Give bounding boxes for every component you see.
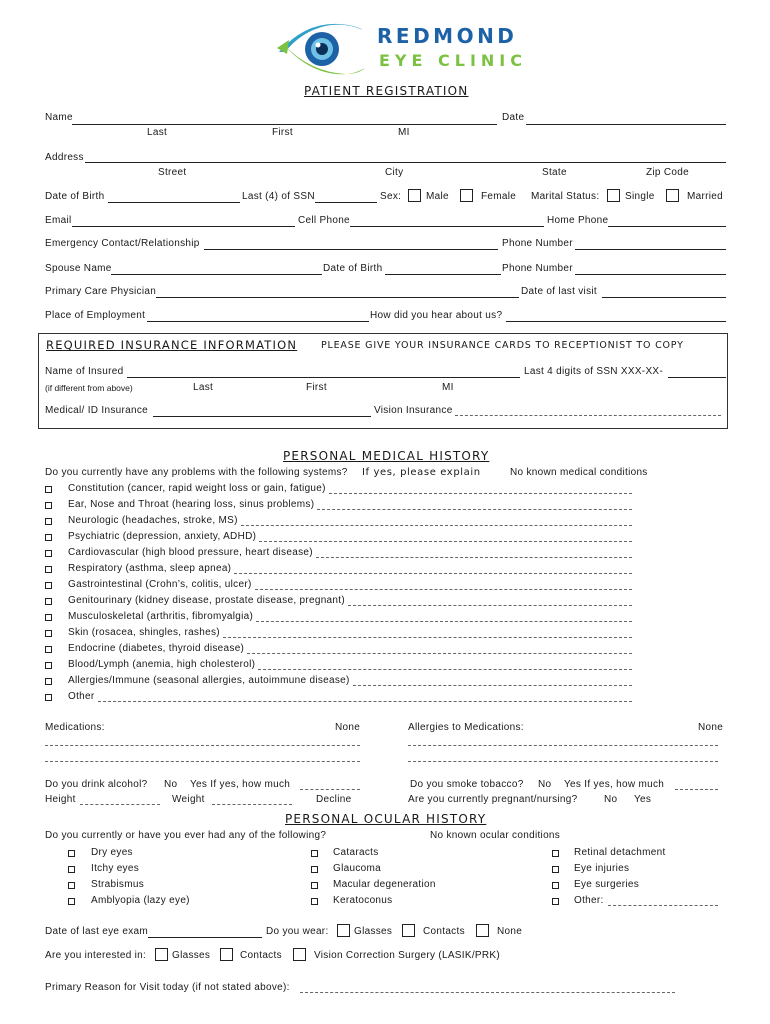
- ocular-condition-label: Glaucoma: [333, 863, 381, 874]
- pregnant-question: Are you currently pregnant/nursing?: [408, 794, 578, 805]
- medical-condition-explain-line[interactable]: [353, 685, 632, 686]
- medical-condition-explain-line[interactable]: [256, 621, 632, 622]
- if-different-hint: (if different from above): [45, 383, 133, 393]
- dob-line[interactable]: [108, 202, 240, 203]
- address-label: Address: [45, 152, 84, 163]
- medical-condition-explain-line[interactable]: [98, 701, 632, 702]
- emergency-phone-line[interactable]: [575, 249, 726, 250]
- ocular-question: Do you currently or have you ever had any of the following?: [45, 830, 327, 841]
- single-checkbox[interactable]: [607, 189, 620, 202]
- spouse-dob-line[interactable]: [385, 274, 501, 275]
- zip-hint: Zip Code: [646, 167, 689, 178]
- dob-label: Date of Birth: [45, 191, 105, 202]
- medical-condition-label: Cardiovascular (high blood pressure, heart disease): [68, 547, 313, 558]
- insured-last-hint: Last: [193, 382, 214, 393]
- name-label: Name: [45, 112, 73, 123]
- medical-condition-checkbox[interactable]: [45, 614, 52, 621]
- medical-condition-label: Gastrointestinal (Crohn’s, colitis, ulcer): [68, 579, 252, 590]
- street-hint: Street: [158, 167, 187, 178]
- reason-line[interactable]: [300, 992, 675, 993]
- ocular-condition-label: Keratoconus: [333, 895, 393, 906]
- medical-condition-explain-line[interactable]: [348, 605, 632, 606]
- last-visit-line[interactable]: [602, 297, 726, 298]
- last-visit-label: Date of last visit: [521, 286, 597, 297]
- name-line[interactable]: [72, 124, 497, 125]
- medical-history-title: PERSONAL MEDICAL HISTORY: [283, 449, 490, 463]
- medical-condition-explain-line[interactable]: [259, 541, 632, 542]
- medical-condition-label: Musculoskeletal (arthritis, fibromyalgia): [68, 611, 254, 622]
- insured-mi-hint: MI: [442, 382, 454, 393]
- insurance-title: REQUIRED INSURANCE INFORMATION: [46, 338, 298, 352]
- medical-explain: If yes, please explain: [362, 467, 481, 478]
- interest-glasses-label: Glasses: [172, 950, 211, 961]
- ocular-condition-checkbox[interactable]: [68, 882, 75, 889]
- date-line[interactable]: [526, 124, 726, 125]
- city-hint: City: [385, 167, 404, 178]
- medications-line-1[interactable]: [45, 745, 360, 746]
- ocular-condition-label: Itchy eyes: [91, 863, 140, 874]
- medical-condition-checkbox[interactable]: [45, 662, 52, 669]
- reason-label: Primary Reason for Visit today (if not stated above):: [45, 982, 290, 993]
- medical-condition-checkbox[interactable]: [45, 598, 52, 605]
- ocular-condition-label: Amblyopia (lazy eye): [91, 895, 190, 906]
- wear-glasses-checkbox[interactable]: [337, 924, 350, 937]
- ocular-condition-label: Strabismus: [91, 879, 145, 890]
- email-label: Email: [45, 215, 72, 226]
- interested-label: Are you interested in:: [45, 950, 147, 961]
- spouse-phone-label: Phone Number: [502, 263, 573, 274]
- ocular-history-title: PERSONAL OCULAR HISTORY: [285, 812, 487, 826]
- name-mi-hint: MI: [398, 127, 410, 138]
- allergies-label: Allergies to Medications:: [408, 722, 524, 733]
- smoke-yes[interactable]: Yes If yes, how much: [564, 779, 665, 790]
- vision-insurance-line[interactable]: [455, 415, 721, 416]
- decline-option[interactable]: Decline: [316, 794, 352, 805]
- medical-condition-checkbox[interactable]: [45, 486, 52, 493]
- spouse-dob-label: Date of Birth: [323, 263, 383, 274]
- alcohol-no[interactable]: No: [164, 779, 178, 790]
- alcohol-question: Do you drink alcohol?: [45, 779, 148, 790]
- logo-text-eye-clinic: EYE CLINIC: [379, 51, 527, 70]
- female-checkbox[interactable]: [460, 189, 473, 202]
- spouse-label: Spouse Name: [45, 263, 112, 274]
- form-title: PATIENT REGISTRATION: [304, 84, 469, 98]
- ocular-condition-label: Macular degeneration: [333, 879, 436, 890]
- emergency-phone-label: Phone Number: [502, 238, 573, 249]
- spouse-line[interactable]: [111, 274, 322, 275]
- ocular-condition-checkbox[interactable]: [552, 866, 559, 873]
- logo-text-redmond: REDMOND: [377, 24, 518, 48]
- medical-question: Do you currently have any problems with the following systems?: [45, 467, 348, 478]
- medical-condition-checkbox[interactable]: [45, 694, 52, 701]
- insured-ssn-label: Last 4 digits of SSN XXX-XX-: [524, 366, 664, 377]
- name-last-hint: Last: [147, 127, 168, 138]
- ocular-condition-checkbox[interactable]: [68, 850, 75, 857]
- medical-condition-checkbox[interactable]: [45, 518, 52, 525]
- allergies-line-2[interactable]: [408, 761, 718, 762]
- insurance-note: PLEASE GIVE YOUR INSURANCE CARDS TO RECEPTIONIST TO COPY: [321, 340, 684, 351]
- medical-condition-label: Genitourinary (kidney disease, prostate disease, pregnant): [68, 595, 345, 606]
- last-exam-line[interactable]: [148, 937, 262, 938]
- ocular-condition-label: Eye injuries: [574, 863, 630, 874]
- medical-insurance-label: Medical/ ID Insurance: [45, 405, 149, 416]
- medications-none-label: None: [335, 722, 361, 733]
- medical-condition-label: Blood/Lymph (anemia, high cholesterol): [68, 659, 256, 670]
- pcp-line[interactable]: [156, 297, 519, 298]
- date-label: Date: [502, 112, 525, 123]
- clinic-logo: [275, 18, 535, 80]
- employment-label: Place of Employment: [45, 310, 146, 321]
- alcohol-yes[interactable]: Yes If yes, how much: [190, 779, 291, 790]
- emergency-label: Emergency Contact/Relationship: [45, 238, 200, 249]
- medical-condition-label: Constitution (cancer, rapid weight loss or gain, fatigue): [68, 483, 326, 494]
- ocular-condition-checkbox[interactable]: [311, 850, 318, 857]
- height-label: Height: [45, 794, 76, 805]
- ssn-line[interactable]: [315, 202, 377, 203]
- medical-condition-label: Ear, Nose and Throat (hearing loss, sinus problems): [68, 499, 315, 510]
- ocular-condition-label: Retinal detachment: [574, 847, 666, 858]
- medical-condition-checkbox[interactable]: [45, 534, 52, 541]
- ssn-label: Last (4) of SSN: [242, 191, 315, 202]
- home-phone-line[interactable]: [608, 226, 726, 227]
- medical-condition-checkbox[interactable]: [45, 566, 52, 573]
- single-label: Single: [625, 191, 655, 202]
- male-checkbox[interactable]: [408, 189, 421, 202]
- ocular-condition-checkbox[interactable]: [552, 898, 559, 905]
- weight-label: Weight: [172, 794, 205, 805]
- ocular-condition-label: Eye surgeries: [574, 879, 640, 890]
- allergies-none-label: None: [698, 722, 724, 733]
- pcp-label: Primary Care Physician: [45, 286, 157, 297]
- spouse-phone-line[interactable]: [575, 274, 726, 275]
- medical-condition-explain-line[interactable]: [255, 589, 632, 590]
- ocular-condition-checkbox[interactable]: [68, 866, 75, 873]
- insured-ssn-line[interactable]: [668, 377, 726, 378]
- ocular-condition-checkbox[interactable]: [552, 850, 559, 857]
- male-label: Male: [426, 191, 449, 202]
- medical-condition-checkbox[interactable]: [45, 630, 52, 637]
- name-first-hint: First: [272, 127, 293, 138]
- medical-condition-explain-line[interactable]: [258, 669, 632, 670]
- medical-insurance-line[interactable]: [153, 416, 371, 417]
- no-known-ocular-label: No known ocular conditions: [430, 830, 561, 841]
- vision-insurance-label: Vision Insurance: [374, 405, 453, 416]
- hear-line[interactable]: [506, 321, 726, 322]
- medical-condition-label: Endocrine (diabetes, thyroid disease): [68, 643, 245, 654]
- medical-condition-label: Psychiatric (depression, anxiety, ADHD): [68, 531, 257, 542]
- wear-none-label: None: [497, 926, 523, 937]
- medications-line-2[interactable]: [45, 761, 360, 762]
- emergency-line[interactable]: [204, 249, 498, 250]
- medical-condition-checkbox[interactable]: [45, 582, 52, 589]
- medical-condition-label: Respiratory (asthma, sleep apnea): [68, 563, 232, 574]
- medical-condition-label: Allergies/Immune (seasonal allergies, autoimmune disease): [68, 675, 350, 686]
- medical-condition-label: Skin (rosacea, shingles, rashes): [68, 627, 220, 638]
- marital-label: Marital Status:: [531, 191, 600, 202]
- medical-condition-label: Other: [68, 691, 95, 702]
- married-label: Married: [687, 191, 723, 202]
- ocular-condition-checkbox[interactable]: [311, 882, 318, 889]
- medical-condition-explain-line[interactable]: [317, 509, 632, 510]
- interest-glasses-checkbox[interactable]: [155, 948, 168, 961]
- interest-surgery-checkbox[interactable]: [293, 948, 306, 961]
- medical-condition-explain-line[interactable]: [241, 525, 632, 526]
- medical-condition-explain-line[interactable]: [247, 653, 632, 654]
- hear-label: How did you hear about us?: [370, 310, 503, 321]
- ocular-condition-label: Other:: [574, 895, 604, 906]
- interest-contacts-checkbox[interactable]: [220, 948, 233, 961]
- medical-condition-label: Neurologic (headaches, stroke, MS): [68, 515, 238, 526]
- smoke-question: Do you smoke tobacco?: [410, 779, 524, 790]
- height-line[interactable]: [80, 804, 160, 805]
- medical-condition-explain-line[interactable]: [234, 573, 632, 574]
- medications-label: Medications:: [45, 722, 105, 733]
- state-hint: State: [542, 167, 567, 178]
- insured-name-label: Name of Insured: [45, 366, 124, 377]
- wear-label: Do you wear:: [266, 926, 329, 937]
- address-line[interactable]: [85, 162, 726, 163]
- home-phone-label: Home Phone: [547, 215, 609, 226]
- no-known-medical-label: No known medical conditions: [510, 467, 648, 478]
- weight-line[interactable]: [212, 804, 292, 805]
- ocular-condition-checkbox[interactable]: [68, 898, 75, 905]
- medical-condition-explain-line[interactable]: [316, 557, 632, 558]
- eye-logo-icon: [275, 18, 367, 80]
- wear-contacts-checkbox[interactable]: [402, 924, 415, 937]
- ocular-condition-checkbox[interactable]: [311, 898, 318, 905]
- ocular-condition-label: Cataracts: [333, 847, 379, 858]
- medical-condition-explain-line[interactable]: [329, 493, 632, 494]
- interest-surgery-label: Vision Correction Surgery (LASIK/PRK): [314, 950, 500, 961]
- medical-condition-explain-line[interactable]: [223, 637, 632, 638]
- ocular-condition-label: Dry eyes: [91, 847, 133, 858]
- cell-label: Cell Phone: [298, 215, 350, 226]
- pregnant-yes[interactable]: Yes: [634, 794, 652, 805]
- interest-contacts-label: Contacts: [240, 950, 282, 961]
- married-checkbox[interactable]: [666, 189, 679, 202]
- last-exam-label: Date of last eye exam: [45, 926, 149, 937]
- sex-label: Sex:: [380, 191, 402, 202]
- smoke-amount-line[interactable]: [675, 789, 718, 790]
- employment-line[interactable]: [147, 321, 369, 322]
- female-label: Female: [481, 191, 517, 202]
- medical-condition-checkbox[interactable]: [45, 678, 52, 685]
- smoke-no[interactable]: No: [538, 779, 552, 790]
- ocular-other-line[interactable]: [608, 905, 718, 906]
- insured-first-hint: First: [306, 382, 327, 393]
- insured-name-line[interactable]: [127, 377, 520, 378]
- allergies-line-1[interactable]: [408, 745, 718, 746]
- alcohol-amount-line[interactable]: [300, 789, 360, 790]
- email-line[interactable]: [72, 226, 295, 227]
- medical-condition-checkbox[interactable]: [45, 646, 52, 653]
- medical-condition-checkbox[interactable]: [45, 550, 52, 557]
- cell-line[interactable]: [350, 226, 544, 227]
- pregnant-no[interactable]: No: [604, 794, 618, 805]
- ocular-condition-checkbox[interactable]: [311, 866, 318, 873]
- medical-condition-checkbox[interactable]: [45, 502, 52, 509]
- wear-none-checkbox[interactable]: [476, 924, 489, 937]
- wear-glasses-label: Glasses: [354, 926, 393, 937]
- wear-contacts-label: Contacts: [423, 926, 465, 937]
- ocular-condition-checkbox[interactable]: [552, 882, 559, 889]
